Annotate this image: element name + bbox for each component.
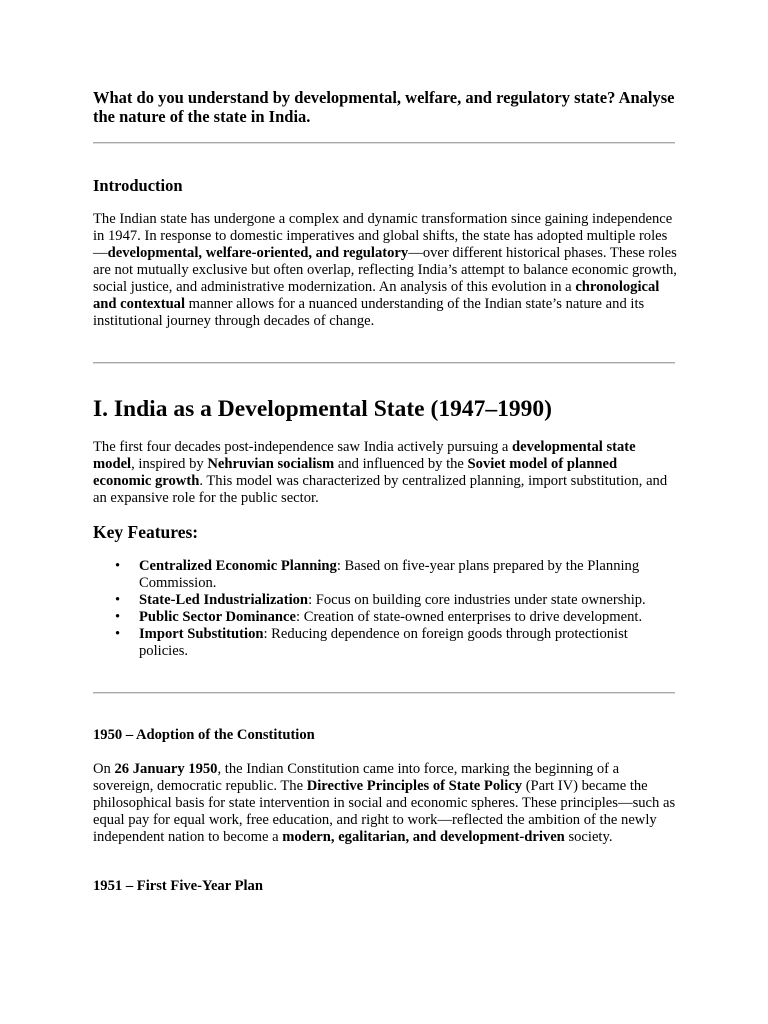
key-features-heading: Key Features: — [93, 522, 199, 542]
bullet-icon: • — [115, 558, 121, 574]
text-run: . This model was characterized by centralized planning, import substitution, and an expansive role for the public sector. — [93, 473, 668, 506]
text-run: , inspired by — [131, 456, 208, 472]
list-item — [93, 609, 677, 626]
bullet-icon: • — [115, 592, 121, 608]
bold-text: developmental, welfare-oriented, and regulatory — [107, 245, 409, 261]
divider — [93, 692, 675, 694]
text-run: On — [93, 761, 115, 777]
feature-term: Import Substitution — [139, 626, 264, 642]
list-item — [93, 592, 677, 609]
divider — [93, 142, 675, 144]
bold-text: developmental state model — [93, 439, 636, 472]
key-features-list — [93, 558, 677, 660]
introduction-heading: Introduction — [93, 176, 183, 195]
text-run: The Indian state has undergone a complex and dynamic transformation since gaining independence in 1947. In response to domestic imperatives and global shifts, the state has adopted multiple roles— — [93, 211, 673, 261]
section-paragraph — [93, 439, 677, 507]
text-run: The first four decades post-independence saw India actively pursuing a — [93, 439, 513, 455]
constitution-paragraph — [93, 761, 677, 846]
bold-text: modern, egalitarian, and development-driven — [282, 829, 565, 845]
text-run: , the Indian Constitution came into force, marking the beginning of a sovereign, democratic republic. The — [93, 761, 620, 794]
bold-text: Soviet model of planned economic growth — [93, 456, 618, 489]
list-item — [93, 558, 677, 592]
constitution-heading: 1950 – Adoption of the Constitution — [93, 727, 315, 743]
feature-term: Centralized Economic Planning — [139, 558, 337, 574]
divider — [93, 362, 675, 364]
bold-text: 26 January 1950 — [114, 761, 218, 777]
section-heading: I. India as a Developmental State (1947–1990) — [93, 396, 552, 422]
text-run: —over different historical phases. These roles are not mutually exclusive but often overlap, reflecting India’s attempt to balance economic growth, social justice, and administrative modernization. An analysis of this evolution in a — [93, 245, 677, 295]
bold-text: Directive Principles of State Policy — [306, 778, 523, 794]
bold-text: chronological and contextual — [93, 279, 660, 312]
feature-term: Public Sector Dominance — [139, 609, 297, 625]
feature-description: : Focus on building core industries under state ownership. — [308, 592, 646, 608]
text-run: (Part IV) became the philosophical basis for state intervention in social and economic spheres. These principles—such as equal pay for equal work, free education, and right to work—reflected the ambition of the newly independent nation to become a — [93, 778, 676, 845]
bullet-icon: • — [115, 626, 121, 642]
five-year-plan-heading: 1951 – First Five-Year Plan — [93, 878, 263, 894]
text-run: and influenced by the — [334, 456, 468, 472]
question-title: What do you understand by developmental, welfare, and regulatory state? Analyse the nature of the state in India. — [93, 88, 675, 126]
text-run: society. — [564, 829, 613, 845]
feature-term: State-Led Industrialization — [139, 592, 309, 608]
text-run: manner allows for a nuanced understanding of the Indian state’s nature and its institutional journey through decades of change. — [93, 296, 645, 329]
feature-description: : Creation of state-owned enterprises to drive development. — [296, 609, 643, 625]
bold-text: Nehruvian socialism — [207, 456, 335, 472]
bullet-icon: • — [115, 609, 121, 625]
feature-description: : Reducing dependence on foreign goods through protectionist policies. — [139, 626, 628, 659]
introduction-paragraph — [93, 211, 677, 330]
list-item — [93, 626, 677, 660]
feature-description: : Based on five-year plans prepared by the Planning Commission. — [139, 558, 640, 591]
